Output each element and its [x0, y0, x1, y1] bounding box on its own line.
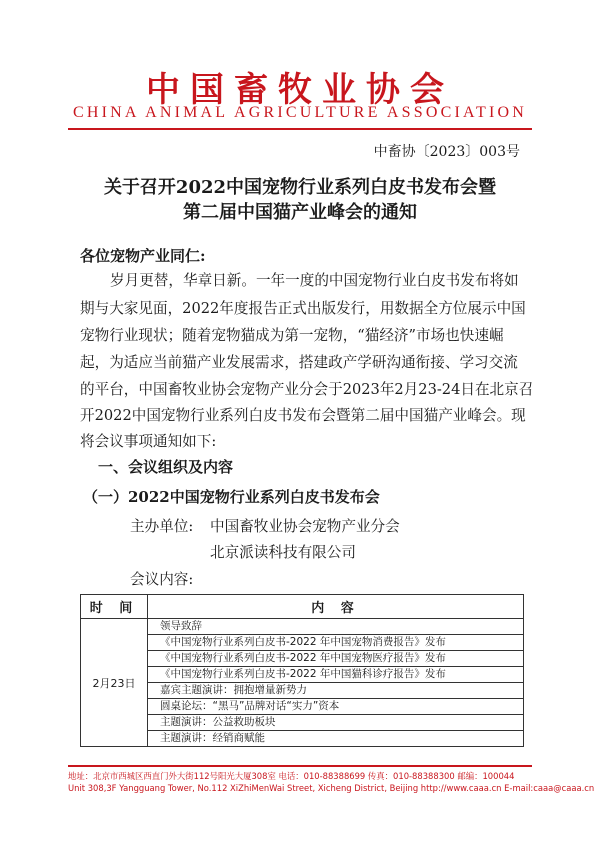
body-line: 开2022中国宠物行业系列白皮书发布会暨第二届中国猫产业峰会。现 — [80, 407, 526, 424]
letterhead-divider — [68, 128, 532, 130]
agenda-item: 圆桌论坛：“黑马”品牌对话“实力”资本 — [148, 699, 524, 715]
time-header: 时 间 — [81, 595, 148, 619]
footer-address-en: Unit 308,3F Yangguang Tower, No.112 XiZhiMenWai Street, Xicheng District, Beijing http://www.caaa.cn E-mail:caaa@caaa.cn — [68, 783, 595, 793]
content-label: 会议内容: — [130, 571, 194, 588]
body-line: 的平台，中国畜牧业协会宠物产业分会于2023年2月23-24日在北京召 — [80, 381, 534, 398]
table-row — [81, 651, 524, 667]
body-line: 岁月更替，华章日新。一年一度的中国宠物行业白皮书发布将如 — [110, 272, 519, 289]
table-row — [81, 683, 524, 699]
schedule-table — [80, 594, 524, 747]
subsection-heading: （一）2022中国宠物行业系列白皮书发布会 — [83, 488, 380, 506]
agenda-item: 主题演讲：经销商赋能 — [148, 731, 524, 747]
agenda-item: 《中国宠物行业系列白皮书-2022 年中国猫科诊疗报告》发布 — [148, 667, 524, 683]
footer-address-cn: 地址：北京市西城区西直门外大街112号阳光大厦308室 电话：010-88388699 传真：010-88388300 邮编：100044 — [68, 771, 515, 781]
table-row — [81, 635, 524, 651]
organizer-name: 中国畜牧业协会宠物产业分会 — [210, 518, 400, 535]
section-heading: 一、会议组织及内容 — [98, 458, 234, 476]
salutation: 各位宠物产业同仁: — [80, 247, 206, 265]
body-line: 期与大家见面，2022年度报告正式出版发行，用数据全方位展示中国 — [80, 300, 526, 317]
agenda-item: 《中国宠物行业系列白皮书-2022 年中国宠物医疗报告》发布 — [148, 651, 524, 667]
footer-divider — [68, 765, 532, 767]
table-header-row — [81, 595, 524, 619]
table-row — [81, 699, 524, 715]
organizer-label: 主办单位: — [130, 518, 194, 535]
table-row — [81, 667, 524, 683]
organization-name-cn: 中国畜牧业协会 — [146, 70, 454, 110]
table-row — [81, 715, 524, 731]
document-number: 中畜协〔2023〕003号 — [373, 144, 520, 160]
content-header: 内 容 — [148, 595, 524, 619]
agenda-item: 领导致辞 — [148, 619, 524, 635]
agenda-item: 嘉宾主题演讲：拥抱增量新势力 — [148, 683, 524, 699]
table-row — [81, 731, 524, 747]
agenda-item: 主题演讲：公益救助板块 — [148, 715, 524, 731]
organization-name-en: CHINA ANIMAL AGRICULTURE ASSOCIATION — [72, 104, 528, 121]
document-title-line1: 关于召开2022中国宠物行业系列白皮书发布会暨 — [103, 177, 497, 198]
body-line: 将会议事项通知如下: — [80, 433, 217, 450]
organizer-name: 北京派读科技有限公司 — [210, 544, 356, 561]
table-row — [81, 619, 524, 635]
agenda-item: 《中国宠物行业系列白皮书-2022 年中国宠物消费报告》发布 — [148, 635, 524, 651]
body-line: 宠物行业现状；随着宠物猫成为第一宠物，“猫经济”市场也快速崛 — [80, 327, 504, 344]
date-cell: 2月23日 — [81, 619, 148, 747]
body-line: 起，为适应当前猫产业发展需求，搭建政产学研沟通衔接、学习交流 — [80, 354, 518, 371]
document-title-line2: 第二届中国猫产业峰会的通知 — [183, 202, 417, 223]
